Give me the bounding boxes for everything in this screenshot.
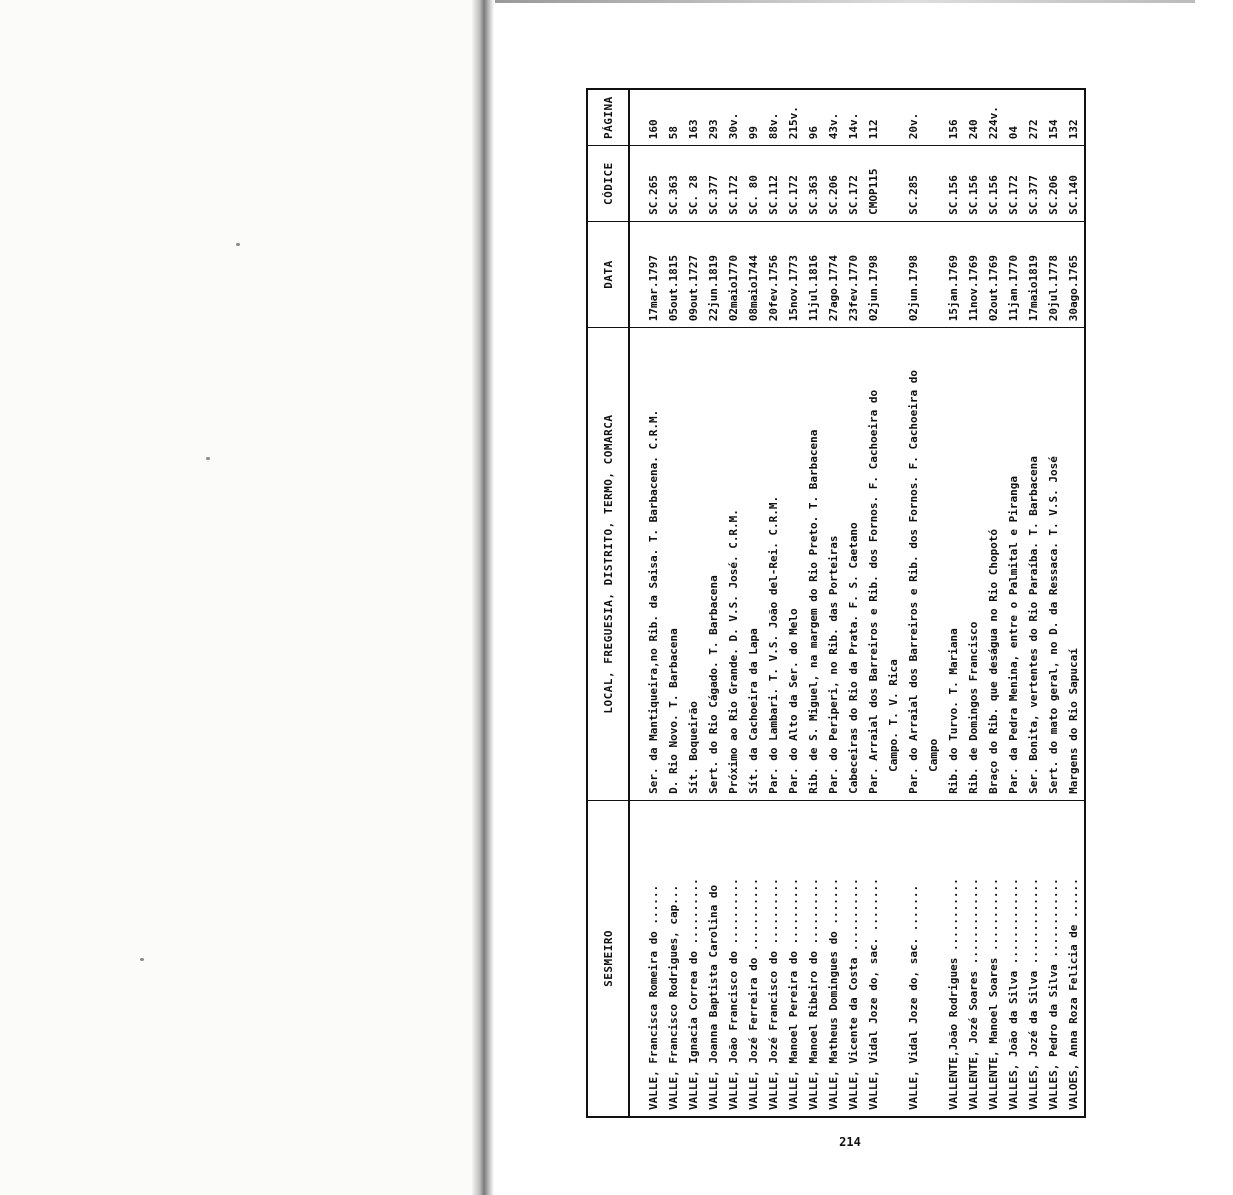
- cell-sesmeiro: VALLE, Manoel Ribeiro do ..........: [807, 878, 820, 1110]
- cell-codice: SC.206: [1044, 146, 1064, 222]
- cell-data: 30ago.1765: [1064, 221, 1085, 327]
- cell-local: [844, 328, 864, 801]
- cell-sesmeiro: VALLE, Manoel Pereira do ..........: [787, 878, 800, 1110]
- cell-pagina: 112: [864, 89, 904, 146]
- cell-local-line: D. Rio Novo. T. Barbacena: [667, 628, 680, 794]
- scan-speck: [206, 457, 210, 460]
- table-body: [629, 89, 1085, 1117]
- cell-sesmeiro: VALLE, Ignacia Correa do ..........: [687, 878, 700, 1110]
- cell-local-line: Par. do Periperi, no Rib. das Porteiras: [827, 535, 840, 794]
- cell-codice: SC. 80: [744, 146, 764, 222]
- table-row: [944, 89, 964, 1117]
- cell-local-line: Rib. de Domingos Francisco: [967, 621, 980, 794]
- cell-sesmeiro: VALLE, Jozé Francisco do ..........: [767, 878, 780, 1110]
- cell-local: [744, 328, 764, 801]
- table-row: [824, 89, 844, 1117]
- cell-local: [724, 328, 744, 801]
- cell-pagina: 240: [964, 89, 984, 146]
- cell-sesmeiro: VALLES, João da Silva .............: [1007, 878, 1020, 1110]
- cell-local-line: Próximo ao Rio Grande. D. V.S. José. C.R.M.: [727, 509, 740, 794]
- table-row: [704, 89, 724, 1117]
- scan-edge: [495, 0, 1195, 3]
- cell-codice: SC.140: [1064, 146, 1085, 222]
- table-spacer-row: [629, 89, 644, 1117]
- cell-local: [704, 328, 724, 801]
- cell-local: [664, 328, 684, 801]
- cell-data: 17mar.1797: [644, 221, 664, 327]
- cell-data: 20fev.1756: [764, 221, 784, 327]
- cell-pagina: 58: [664, 89, 684, 146]
- cell-local-line: Braço do Rib. que deságua no Rio Chopotó: [987, 528, 1000, 794]
- cell-pagina: 132: [1064, 89, 1085, 146]
- table-row: [644, 89, 664, 1117]
- table-row: [724, 89, 744, 1117]
- scan-speck: [140, 958, 144, 961]
- cell-local-line: Sít. da Cachoeira da Lapa: [747, 628, 760, 794]
- cell-codice: SC.377: [704, 146, 724, 222]
- cell-codice: SC.156: [964, 146, 984, 222]
- cell-pagina: 20v.: [904, 89, 944, 146]
- cell-codice: SC.172: [724, 146, 744, 222]
- cell-local: [1044, 328, 1064, 801]
- cell-sesmeiro: VALLE, Jozé Ferreira do ...........: [747, 878, 760, 1110]
- cell-local: [684, 328, 704, 801]
- cell-local: [1024, 328, 1044, 801]
- cell-codice: SC.156: [944, 146, 964, 222]
- cell-pagina: 99: [744, 89, 764, 146]
- cell-sesmeiro: VALOES, Anna Roza Felicia de ......: [1067, 878, 1080, 1110]
- page-number: 214: [839, 1135, 861, 1149]
- cell-sesmeiro: VALLES, Jozé da Silva .............: [1027, 878, 1040, 1110]
- cell-data: 20jul.1778: [1044, 221, 1064, 327]
- table-row: [844, 89, 864, 1117]
- cell-pagina: 272: [1024, 89, 1044, 146]
- cell-local-line: Par. da Pedra Menina, entre o Palmital e Piranga: [1007, 475, 1020, 794]
- table-row: [804, 89, 824, 1117]
- cell-local-line: Margens do Rio Sapucaí: [1067, 648, 1080, 794]
- cell-local: [1064, 328, 1085, 801]
- cell-codice: SC.377: [1024, 146, 1044, 222]
- cell-pagina: 215v.: [784, 89, 804, 146]
- cell-sesmeiro: VALLE, Francisca Romeira do ......: [647, 884, 660, 1110]
- cell-data: 02maio1770: [724, 221, 744, 327]
- cell-data: 02jun.1798: [904, 221, 944, 327]
- cell-codice: SC.112: [764, 146, 784, 222]
- cell-local-line: Par. Arraial dos Barreiros e Rib. dos Fornos. F. Cachoeira do: [867, 389, 880, 794]
- cell-codice: CMOP115: [864, 146, 904, 222]
- cell-local-line: Sert. do mato geral, no D. da Ressaca. T. V.S. José: [1047, 456, 1060, 794]
- cell-sesmeiro: VALLES, Pedro da Silva ............: [1047, 878, 1060, 1110]
- cell-data: 02out.1769: [984, 221, 1004, 327]
- cell-local-continuation: Campo. T. V. Rica: [887, 659, 900, 772]
- cell-pagina: 156: [944, 89, 964, 146]
- scan-speck: [236, 243, 240, 246]
- cell-sesmeiro: VALLENTE,João Rodrigues ...........: [947, 878, 960, 1110]
- table-row: [904, 89, 944, 1117]
- cell-local-line: Par. do Alto da Ser. do Melo: [787, 608, 800, 794]
- cell-sesmeiro: VALLE, Vicente da Costa ...........: [847, 878, 860, 1110]
- cell-local-line: Par. do Lambari. T. V.S. João del-Rei. C.R.M.: [767, 495, 780, 794]
- cell-local-line: Ser. da Mantiqueira,no Rib. da Saisa. T. Barbacena. C.R.M.: [647, 409, 660, 794]
- cell-data: 02jun.1798: [864, 221, 904, 327]
- table-row: [744, 89, 764, 1117]
- cell-codice: SC.363: [664, 146, 684, 222]
- cell-data: 22jun.1819: [704, 221, 724, 327]
- cell-pagina: 224v.: [984, 89, 1004, 146]
- table-row: [684, 89, 704, 1117]
- table-row: [1024, 89, 1044, 1117]
- cell-sesmeiro: VALLE, João Francisco do ..........: [727, 878, 740, 1110]
- cell-local-line: Ser. Bonita, vertentes do Rio Paraíba. T. Barbacena: [1027, 456, 1040, 794]
- cell-codice: SC.172: [784, 146, 804, 222]
- book-gutter: [472, 0, 494, 1195]
- table-row: [784, 89, 804, 1117]
- cell-local: [804, 328, 824, 801]
- cell-local-line: Rib. de S. Miguel, na margem do Rio Preto. T. Barbacena: [807, 429, 820, 794]
- table-row: [764, 89, 784, 1117]
- cell-local: [764, 328, 784, 801]
- cell-pagina: 96: [804, 89, 824, 146]
- header-data: DATA: [587, 221, 629, 327]
- cell-codice: SC.265: [644, 146, 664, 222]
- table-row: [864, 89, 904, 1117]
- cell-local: [904, 328, 944, 801]
- cell-data: 23fev.1770: [844, 221, 864, 327]
- cell-pagina: 14v.: [844, 89, 864, 146]
- cell-pagina: 04: [1004, 89, 1024, 146]
- cell-sesmeiro: VALLE, Matheus Domingues do .......: [827, 878, 840, 1110]
- cell-pagina: 293: [704, 89, 724, 146]
- header-pagina: PÁGINA: [587, 89, 629, 146]
- header-sesmeiro: SESMEIRO: [587, 800, 629, 1117]
- cell-data: 15jan.1769: [944, 221, 964, 327]
- cell-data: 11jan.1770: [1004, 221, 1024, 327]
- cell-data: 09out.1727: [684, 221, 704, 327]
- cell-codice: SC.172: [844, 146, 864, 222]
- rotated-table-wrapper: [586, 88, 1080, 1118]
- cell-local-continuation: Campo: [927, 738, 940, 772]
- cell-local-line: Rib. do Turvo. T. Mariana: [947, 628, 960, 794]
- cell-data: 11nov.1769: [964, 221, 984, 327]
- cell-local-line: Sít. Boqueirão: [687, 701, 700, 794]
- cell-codice: SC.172: [1004, 146, 1024, 222]
- cell-local: [964, 328, 984, 801]
- table-row: [1004, 89, 1024, 1117]
- cell-pagina: 160: [644, 89, 664, 146]
- cell-codice: SC. 28: [684, 146, 704, 222]
- cell-codice: SC.156: [984, 146, 1004, 222]
- cell-data: 15nov.1773: [784, 221, 804, 327]
- table-header-row: [587, 89, 629, 1117]
- cell-codice: SC.363: [804, 146, 824, 222]
- cell-pagina: 43v.: [824, 89, 844, 146]
- cell-local: [864, 328, 904, 801]
- table-row: [1044, 89, 1064, 1117]
- sesmarias-table: [586, 88, 1086, 1118]
- table-row: [1064, 89, 1085, 1117]
- header-codice: CÓDICE: [587, 146, 629, 222]
- cell-local-line: Sert. do Rio Cágado. T. Barbacena: [707, 575, 720, 794]
- cell-sesmeiro: VALLENTE, Jozé Soares .............: [967, 878, 980, 1110]
- cell-codice: SC.285: [904, 146, 944, 222]
- cell-pagina: 30v.: [724, 89, 744, 146]
- left-page: [0, 0, 478, 1195]
- cell-sesmeiro: VALLE, Vidal Joze do, sac. .......: [907, 884, 920, 1110]
- cell-sesmeiro: VALLENTE, Manoel Soares ...........: [987, 878, 1000, 1110]
- cell-local: [944, 328, 964, 801]
- header-local: LOCAL, FREGUESIA, DISTRITO, TERMO, COMARCA: [587, 328, 629, 801]
- cell-pagina: 163: [684, 89, 704, 146]
- cell-local-line: Par. do Arraial dos Barreiros e Rib. dos Fornos. F. Cachoeira do: [907, 370, 920, 794]
- cell-local: [784, 328, 804, 801]
- table-row: [964, 89, 984, 1117]
- cell-sesmeiro: VALLE, Joanna Baptista Carolina do: [707, 884, 720, 1110]
- cell-local: [824, 328, 844, 801]
- cell-local: [644, 328, 664, 801]
- cell-sesmeiro: VALLE, Vidal Joze do, sac. ........: [867, 878, 880, 1110]
- cell-data: 11jul.1816: [804, 221, 824, 327]
- cell-codice: SC.206: [824, 146, 844, 222]
- table-row: [664, 89, 684, 1117]
- cell-sesmeiro: VALLE, Francisco Rodrigues, cap...: [667, 884, 680, 1110]
- cell-local: [984, 328, 1004, 801]
- cell-data: 17maio1819: [1024, 221, 1044, 327]
- cell-data: 05out.1815: [664, 221, 684, 327]
- cell-data: 08maio1744: [744, 221, 764, 327]
- cell-data: 27ago.1774: [824, 221, 844, 327]
- cell-pagina: 154: [1044, 89, 1064, 146]
- cell-local: [1004, 328, 1024, 801]
- cell-local-line: Cabeceiras do Rio da Prata. F. S. Caetano: [847, 522, 860, 794]
- table-row: [984, 89, 1004, 1117]
- cell-pagina: 88v.: [764, 89, 784, 146]
